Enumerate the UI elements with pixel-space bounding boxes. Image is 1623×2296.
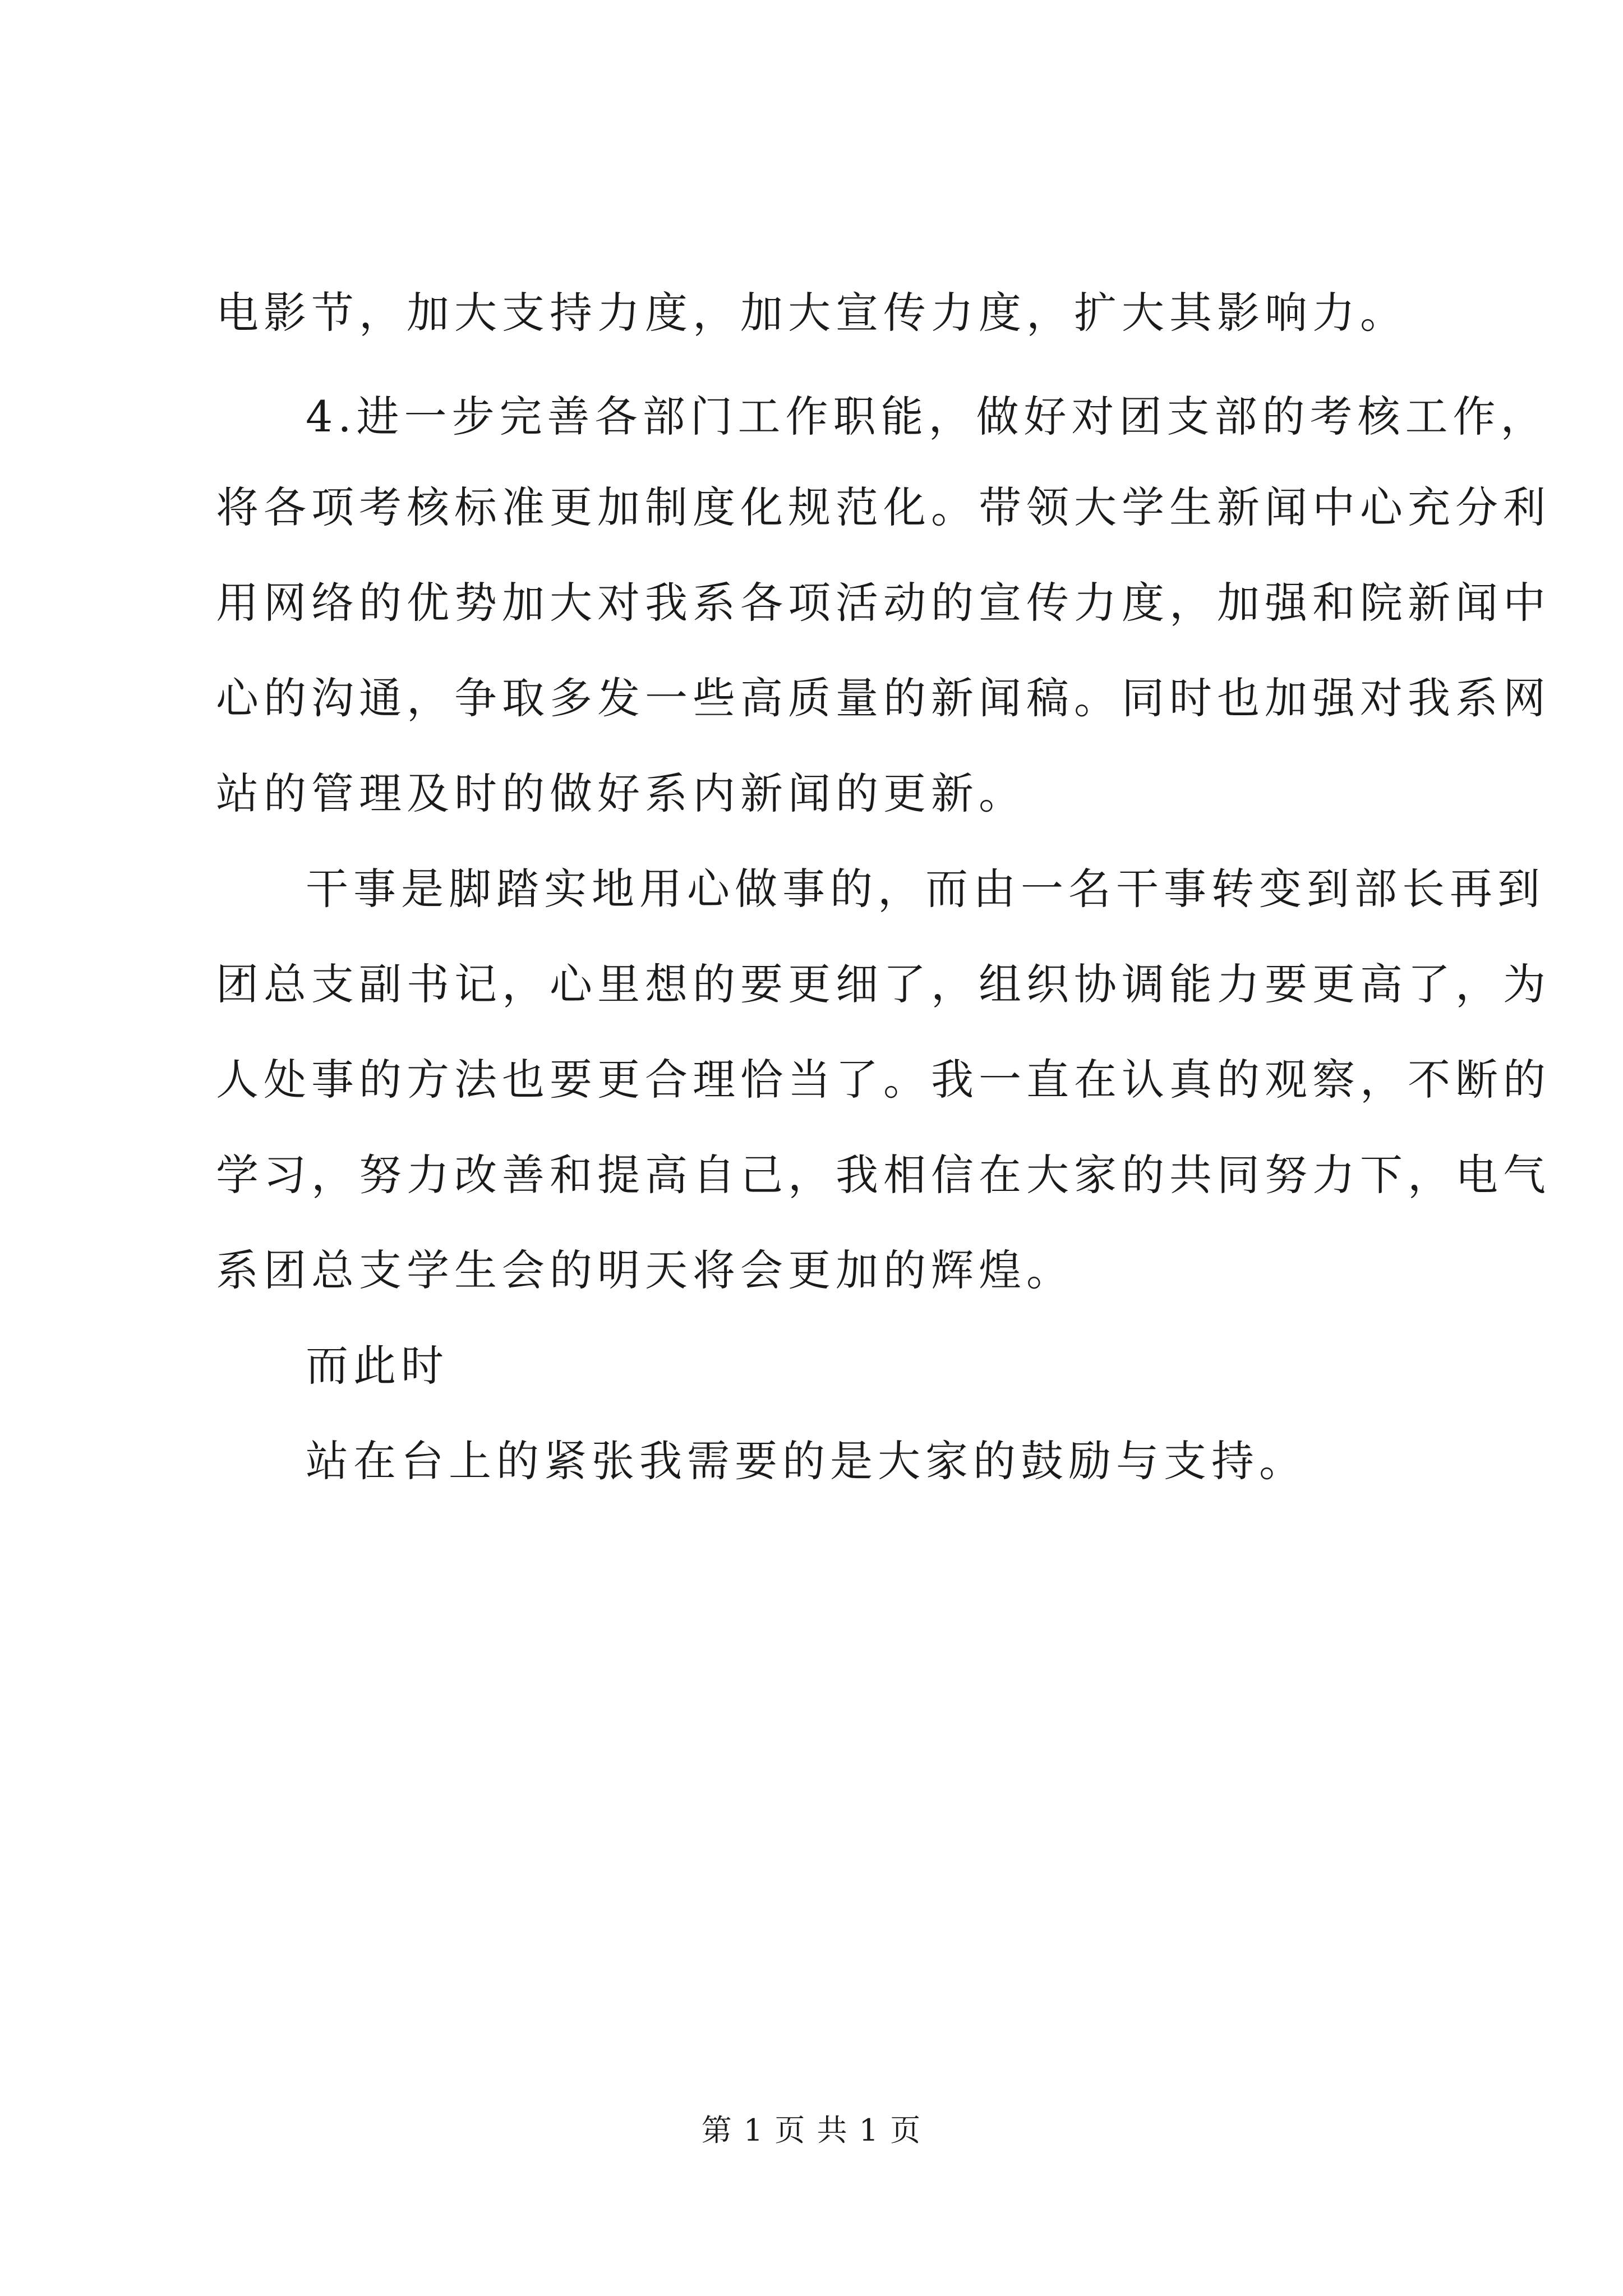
text-line-10: 学习，努力改善和提高自己，我相信在大家的共同努力下，电气 (216, 1150, 1551, 1200)
text-line-5: 心的沟通，争取多发一些高质量的新闻稿。同时也加强对我系网 (216, 673, 1551, 723)
text-line-13: 站在台上的紧张我需要的是大家的鼓励与支持。 (306, 1436, 1307, 1486)
page-footer: 第 1 页 共 1 页 (701, 2113, 922, 2148)
text-line-2: 4.进一步完善各部门工作职能，做好对团支部的考核工作， (306, 392, 1548, 441)
text-line-4: 用网络的优势加大对我系各项活动的宣传力度，加强和院新闻中 (216, 578, 1551, 628)
text-line-8: 团总支副书记，心里想的要更细了，组织协调能力要更高了，为 (216, 959, 1551, 1009)
text-line-12: 而此时 (306, 1341, 449, 1391)
text-line-1: 电影节，加大支持力度，加大宣传力度，扩大其影响力。 (216, 288, 1408, 338)
text-line-9: 人处事的方法也要更合理恰当了。我一直在认真的观察，不断的 (216, 1055, 1551, 1105)
text-line-3: 将各项考核标准更加制度化规范化。带领大学生新闻中心充分利 (216, 482, 1551, 532)
text-line-7: 干事是脚踏实地用心做事的，而由一名干事转变到部长再到 (306, 864, 1545, 914)
text-line-6: 站的管理及时的做好系内新闻的更新。 (216, 769, 1026, 818)
text-line-11: 系团总支学生会的明天将会更加的辉煌。 (216, 1245, 1074, 1295)
